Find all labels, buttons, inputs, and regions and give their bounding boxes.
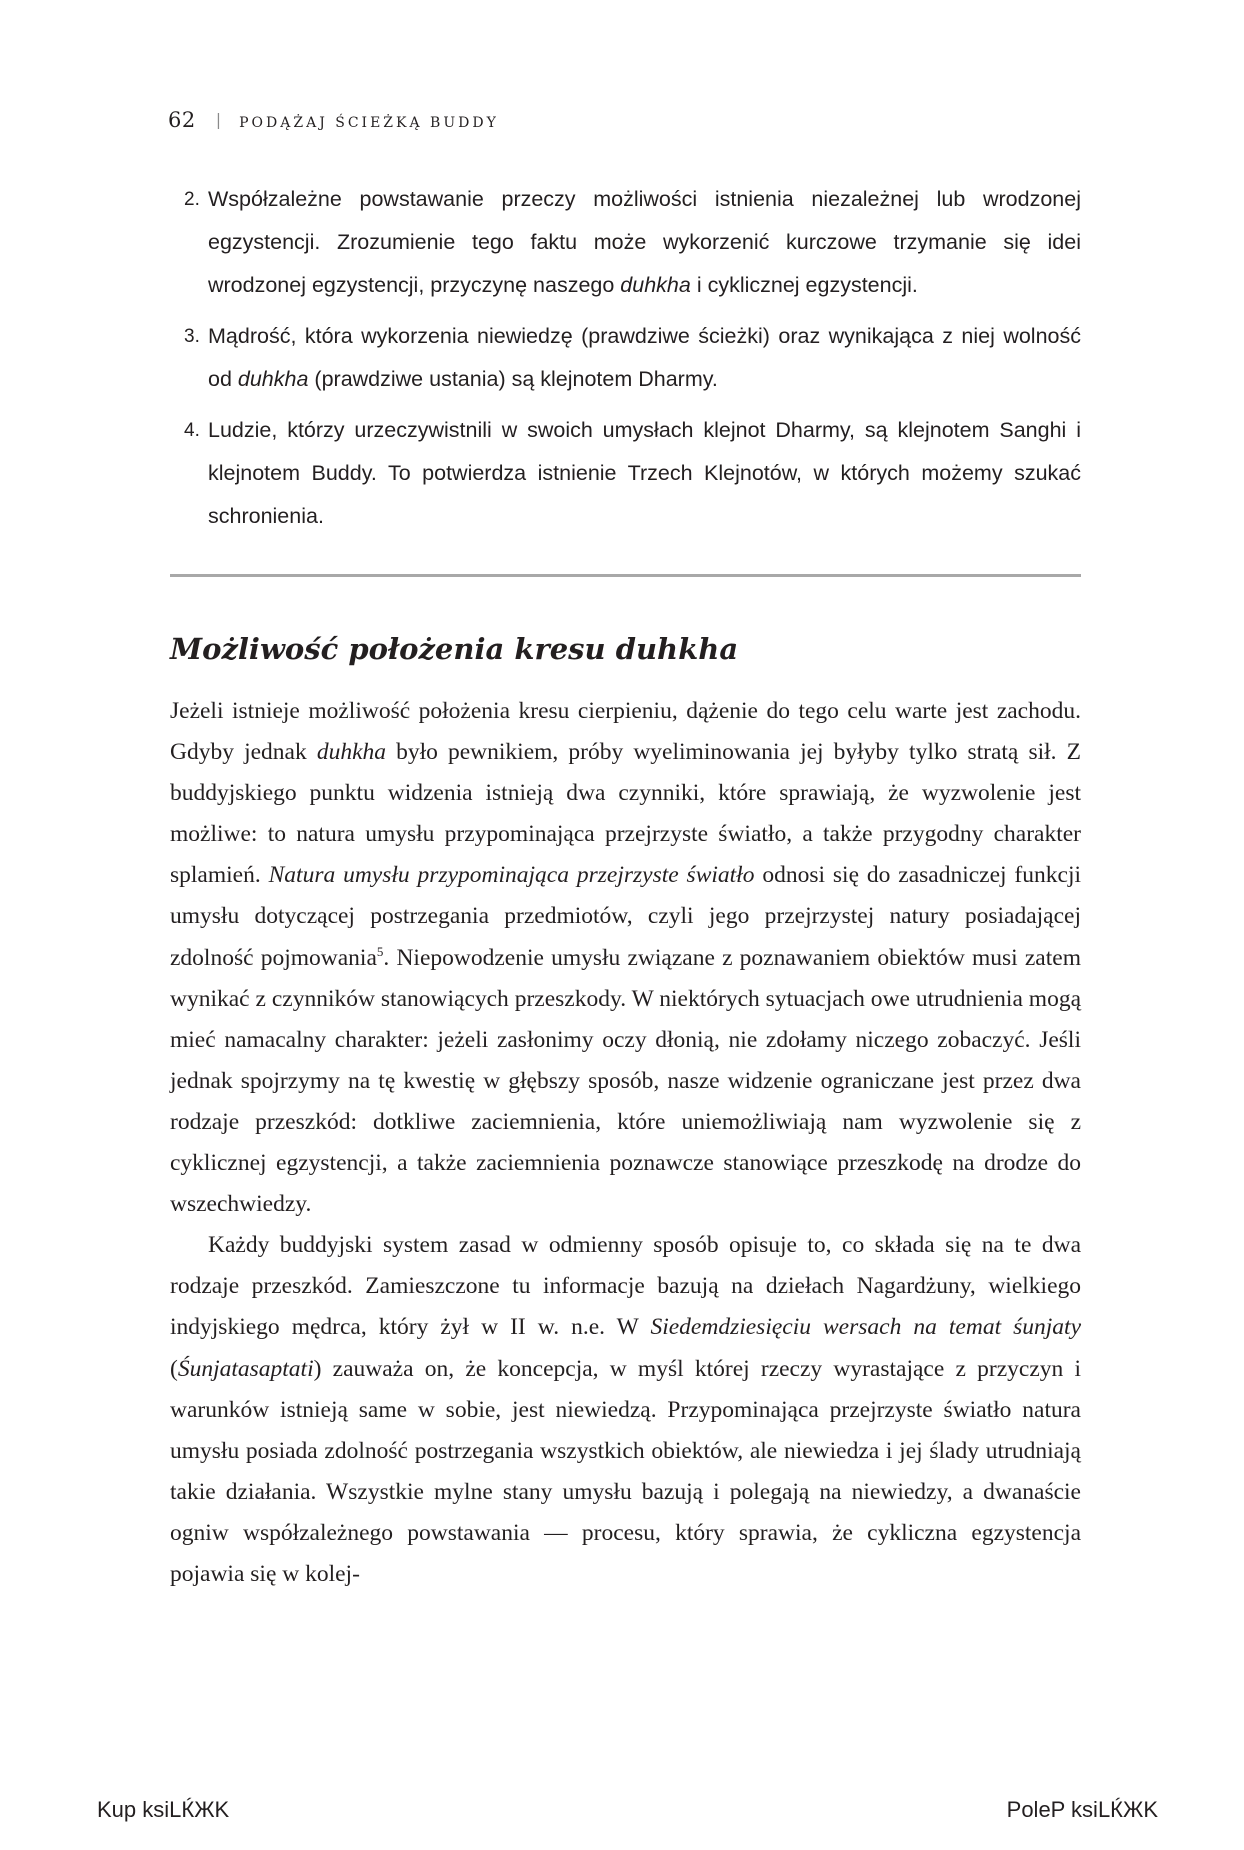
page-number: 62 <box>168 108 196 132</box>
list-text: (prawdziwe ustania) są klejnotem Dharmy. <box>308 367 718 391</box>
list-text: i cyklicznej egzystencji. <box>690 273 918 297</box>
paragraph <box>170 1225 1081 1595</box>
numbered-list <box>168 178 1081 546</box>
list-number: 4. <box>184 420 200 441</box>
running-header <box>168 108 499 132</box>
buy-book-link[interactable]: Kup ksiLЌЖK <box>97 1797 230 1822</box>
list-text: Współzależne powstawanie przeczy możliwości istnienia niezależnej lub wrodzonej egzystencji. Zrozumienie tego faktu może wykorzenić kurczowe trzymanie się idei wrodzonej egzystencji, przyczynę naszego <box>208 187 1081 297</box>
list-number: 2. <box>184 189 200 210</box>
header-separator: | <box>215 110 222 129</box>
footer-right <box>1007 1797 1158 1823</box>
italic-term: duhkha <box>237 367 309 391</box>
text-run: ) zauważa on, że koncepcja, w myśl której rzeczy wyrastające z przyczyn i warunków istnieją same w sobie, jest niewiedzą. Przypominająca przejrzyste światło natura umysłu posiada zdolność postrzegania wszystkich obiektów, ale niewiedza i jej ślady utrudniają takie działania. Wszystkie mylne stany umysłu bazują i polegają na niewiedzy, a dwanaście ogniw współzależnego powstawania — procesu, który sprawia, że cykliczna egzystencja pojawia się w kolej- <box>170 1355 1081 1587</box>
text-run: odnosi się do zasadniczej funkcji umysłu dotyczącej postrzegania przedmiotów, czyli jego przejrzystej natury posiadającej zdolność pojmowania <box>170 862 1081 971</box>
section-divider <box>170 574 1081 577</box>
recommend-book-link[interactable]: PoleP ksiLЌЖK <box>1006 1797 1158 1822</box>
list-item <box>168 178 1081 307</box>
list-text: Ludzie, którzy urzeczywistnili w swoich umysłach klejnot Dharmy, są klejnotem Sanghi i klejnotem Buddy. To potwierdza istnienie Trzech Klejnotów, w których możemy szukać schronienia. <box>208 418 1081 528</box>
text-run: ( <box>170 1355 178 1382</box>
text-run: było pewnikiem, próby wyeliminowania jej byłyby tylko stratą sił. Z buddyjskiego punktu widzenia istnieją dwa czynniki, które sprawiają, że wyzwolenie jest możliwe: to natura umysłu przypominająca przejrzyste światło, a także przygodny charakter splamień. <box>170 739 1081 889</box>
list-item <box>168 315 1081 401</box>
italic-term: duhkha <box>620 273 691 297</box>
text-run: Każdy buddyjski system zasad w odmienny sposób opisuje to, co składa się na te dwa rodzaje przeszkód. Zamieszczone tu informacje bazują na dziełach Nagardżuny, wielkiego indyjskiego mędrca, który żył w II w. n.e. W <box>170 1232 1081 1341</box>
list-text: Mądrość, która wykorzenia niewiedzę (prawdziwe ścieżki) oraz wynikająca z niej wolność od <box>208 324 1081 391</box>
italic-term: Natura umysłu przypominająca przejrzyste światło <box>268 862 755 889</box>
footer-left <box>97 1797 229 1823</box>
footnote-ref[interactable]: 5 <box>376 943 384 959</box>
list-item <box>168 409 1081 538</box>
body-text <box>170 691 1081 1595</box>
paragraph <box>170 691 1081 1225</box>
italic-term: duhkha <box>316 739 387 766</box>
italic-term: Siedemdziesięciu wersach na temat śunjaty <box>650 1314 1082 1341</box>
section-title: Możliwość położenia kresu duhkha <box>170 632 739 666</box>
text-run: Jeżeli istnieje możliwość położenia kresu cierpieniu, dążenie do tego celu warte jest zachodu. Gdyby jednak <box>170 698 1081 766</box>
running-title: PODĄŻAJ ŚCIEŻKĄ BUDDY <box>239 115 499 131</box>
text-run: . Niepowodzenie umysłu związane z poznawaniem obiektów musi zatem wynikać z czynników stanowiących przeszkody. W niektórych sytuacjach owe utrudnienia mogą mieć namacalny charakter: jeżeli zasłonimy oczy dłonią, nie zdołamy niczego zobaczyć. Jeśli jednak spojrzymy na tę kwestię w głębszy sposób, nasze widzenie ograniczane jest przez dwa rodzaje przeszkód: dotkliwe zaciemnienia, które uniemożliwiają nam wyzwolenie się z cyklicznej egzystencji, a także zaciemnienia poznawcze stanowiące przeszkodę na drodze do wszechwiedzy. <box>170 944 1081 1218</box>
list-number: 3. <box>184 326 200 347</box>
italic-term: Śunjatasaptati <box>177 1355 314 1382</box>
